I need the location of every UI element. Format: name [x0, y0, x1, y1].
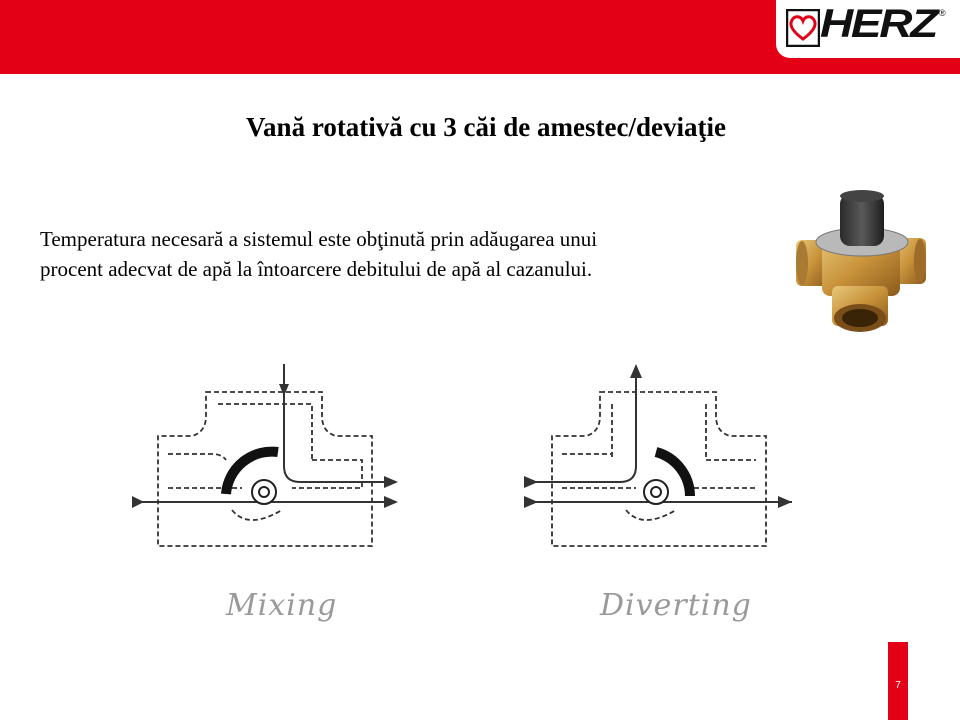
mixing-caption: Mixing [226, 588, 338, 623]
page-number-tab [888, 642, 908, 720]
brand-wordmark: HERZ [820, 2, 937, 46]
slide-body [40, 224, 720, 284]
brand-logo [776, 0, 960, 58]
body-line-2: procent adecvat de apă la întoarcere debitului de apă al cazanului. [40, 257, 593, 281]
page-number: 7 [895, 680, 901, 691]
mixing-valve-diagram [122, 360, 412, 560]
registered-mark: ® [939, 8, 946, 18]
body-line-1: Temperatura necesară a sistemul este obţinută prin adăugarea unui [40, 227, 598, 251]
diverting-caption: Diverting [600, 588, 752, 623]
slide-title: Vană rotativă cu 3 căi de amestec/deviaţie [246, 112, 726, 142]
valve-product-image [792, 188, 932, 338]
diverting-valve-diagram [516, 360, 806, 560]
heart-icon [786, 9, 820, 47]
